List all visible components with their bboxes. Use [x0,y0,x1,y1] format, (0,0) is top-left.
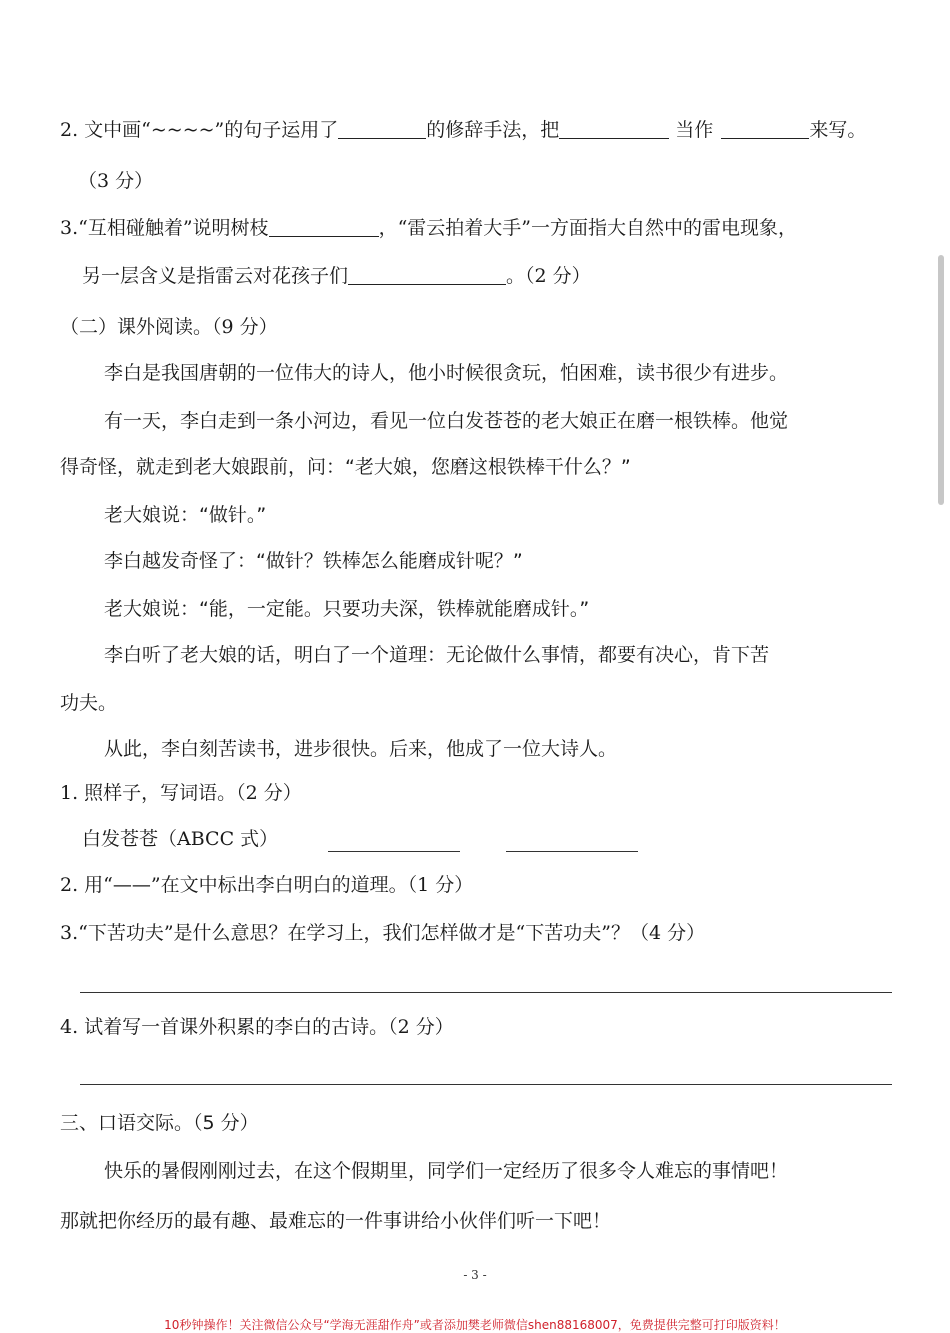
page-number: - 3 - [463,1268,487,1282]
part-3-line-1: 快乐的暑假刚刚过去，在这个假期里，同学们一定经历了很多令人难忘的事情吧！ [104,1160,789,1182]
reading-question-4: 4. 试着写一首课外积累的李白的古诗。（2 分） [60,1016,454,1038]
part-2-title: （二）课外阅读。（9 分） [60,316,278,338]
part-3-line-2: 那就把你经历的最有趣、最难忘的一件事讲给小伙伴们听一下吧！ [60,1210,612,1232]
reading-question-1-example: 白发苍苍（ABCC 式） [82,828,279,850]
question-3-text-a: 3.“互相碰触着”说明树枝 [60,217,269,239]
answer-blank[interactable] [721,120,809,139]
question-3-line-1 [60,218,797,238]
footer-notice: 10秒钟操作！关注微信公众号“学海无涯甜作舟”或者添加樊老师微信shen88168007，免费提供完整可打印版资料！ [164,1318,786,1332]
answer-blank[interactable] [559,120,669,139]
reading-question-3: 3.“下苦功夫”是什么意思？在学习上，我们怎样做才是“下苦功夫”？（4 分） [60,922,706,944]
passage-paragraph-5: 老大娘说：“能，一定能。只要功夫深，铁棒就能磨成针。” [104,598,590,620]
question-2-text-b: 的修辞手法，把 [426,119,560,141]
question-2-text-d: 来写。 [809,119,867,141]
reading-question-2: 2. 用“——”在文中标出李白明白的道理。（1 分） [60,874,474,896]
passage-paragraph-1: 李白是我国唐朝的一位伟大的诗人，他小时候很贪玩，怕困难，读书很少有进步。 [104,362,789,384]
passage-paragraph-4: 李白越发奇怪了：“做针？铁棒怎么能磨成针呢？” [104,550,523,572]
question-2-text-a: 2. 文中画“~~~~”的句子运用了 [60,119,339,141]
passage-paragraph-3: 老大娘说：“做针。” [104,504,267,526]
reading-question-1: 1. 照样子，写词语。（2 分） [60,782,302,804]
passage-paragraph-2-line-1: 有一天，李白走到一条小河边，看见一位白发苍苍的老大娘正在磨一根铁棒。他觉 [104,410,789,432]
question-3-text-c: 另一层含义是指雷云对花孩子们 [82,265,349,287]
answer-line[interactable] [80,992,892,993]
passage-paragraph-6-line-2: 功夫。 [60,692,118,714]
answer-line[interactable] [506,851,638,852]
passage-paragraph-7: 从此，李白刻苦读书，进步很快。后来，他成了一位大诗人。 [104,738,618,760]
question-3-text-d: 。（2 分） [506,265,591,287]
passage-paragraph-6-line-1: 李白听了老大娘的话，明白了一个道理：无论做什么事情，都要有决心，肯下苦 [104,644,770,666]
scrollbar-thumb[interactable] [938,255,944,505]
answer-line[interactable] [328,851,460,852]
passage-paragraph-2-line-2: 得奇怪，就走到老大娘跟前，问：“老大娘，您磨这根铁棒干什么？” [60,456,631,478]
answer-blank[interactable] [269,218,379,237]
question-2-score: （3 分） [78,170,154,192]
question-2-line [60,120,866,140]
question-3-text-b: ，“雷云拍着大手”一方面指大自然中的雷电现象， [378,217,797,239]
answer-blank[interactable] [348,266,506,285]
question-2-text-c: 当作 [675,119,714,141]
answer-line[interactable] [80,1084,892,1085]
answer-blank[interactable] [338,120,426,139]
part-3-title: 三、口语交际。（5 分） [60,1112,259,1134]
question-3-line-2 [82,266,591,286]
